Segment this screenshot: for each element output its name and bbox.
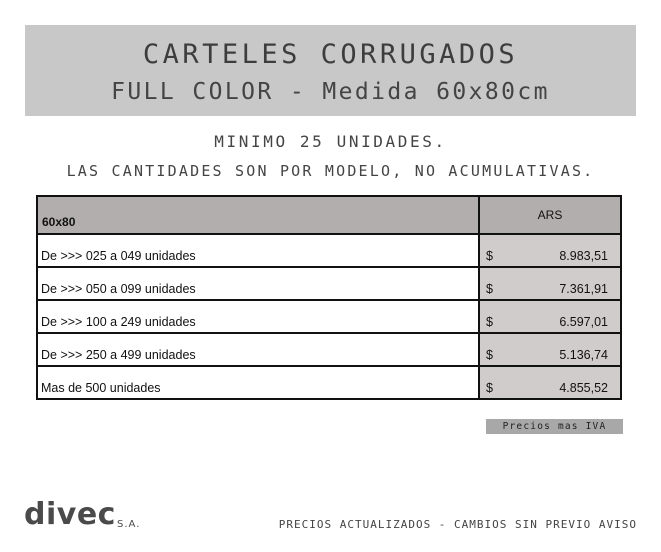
header-currency: ARS bbox=[479, 196, 621, 234]
table-row bbox=[37, 267, 621, 300]
quantity-range: De >>> 050 a 099 unidades bbox=[37, 267, 479, 300]
quantity-range: De >>> 100 a 249 unidades bbox=[37, 300, 479, 333]
minimum-note: MINIMO 25 UNIDADES. bbox=[214, 132, 447, 151]
price-value: 4.855,52 bbox=[559, 381, 608, 395]
quantity-range: Mas de 500 unidades bbox=[37, 366, 479, 399]
price-value: 6.597,01 bbox=[559, 315, 608, 329]
quantity-range: De >>> 250 a 499 unidades bbox=[37, 333, 479, 366]
price-value: 5.136,74 bbox=[559, 348, 608, 362]
page-title: CARTELES CORRUGADOS bbox=[142, 39, 519, 70]
brand-logo: divec bbox=[24, 497, 116, 532]
price-cell bbox=[479, 333, 621, 366]
table-row bbox=[37, 300, 621, 333]
price-cell bbox=[479, 300, 621, 333]
currency-symbol: $ bbox=[486, 381, 493, 395]
price-value: 8.983,51 bbox=[559, 249, 608, 263]
price-cell bbox=[479, 267, 621, 300]
price-value: 7.361,91 bbox=[559, 282, 608, 296]
page-subtitle: FULL COLOR - Medida 60x80cm bbox=[111, 79, 550, 105]
table-row bbox=[37, 366, 621, 399]
per-model-note: LAS CANTIDADES SON POR MODELO, NO ACUMULATIVAS. bbox=[66, 162, 595, 180]
tax-note-badge: Precios mas IVA bbox=[486, 419, 623, 434]
title-banner bbox=[25, 25, 636, 116]
header-size: 60x80 bbox=[37, 196, 479, 234]
price-cell bbox=[479, 234, 621, 267]
footer-note: PRECIOS ACTUALIZADOS - CAMBIOS SIN PREVIO AVISO bbox=[278, 518, 637, 531]
table-row bbox=[37, 333, 621, 366]
currency-symbol: $ bbox=[486, 249, 493, 263]
currency-symbol: $ bbox=[486, 315, 493, 329]
table-row bbox=[37, 234, 621, 267]
quantity-range: De >>> 025 a 049 unidades bbox=[37, 234, 479, 267]
brand-logo-suffix: S.A. bbox=[117, 519, 141, 530]
price-table bbox=[36, 195, 622, 400]
currency-symbol: $ bbox=[486, 348, 493, 362]
price-cell bbox=[479, 366, 621, 399]
table-header-row bbox=[37, 196, 621, 234]
currency-symbol: $ bbox=[486, 282, 493, 296]
